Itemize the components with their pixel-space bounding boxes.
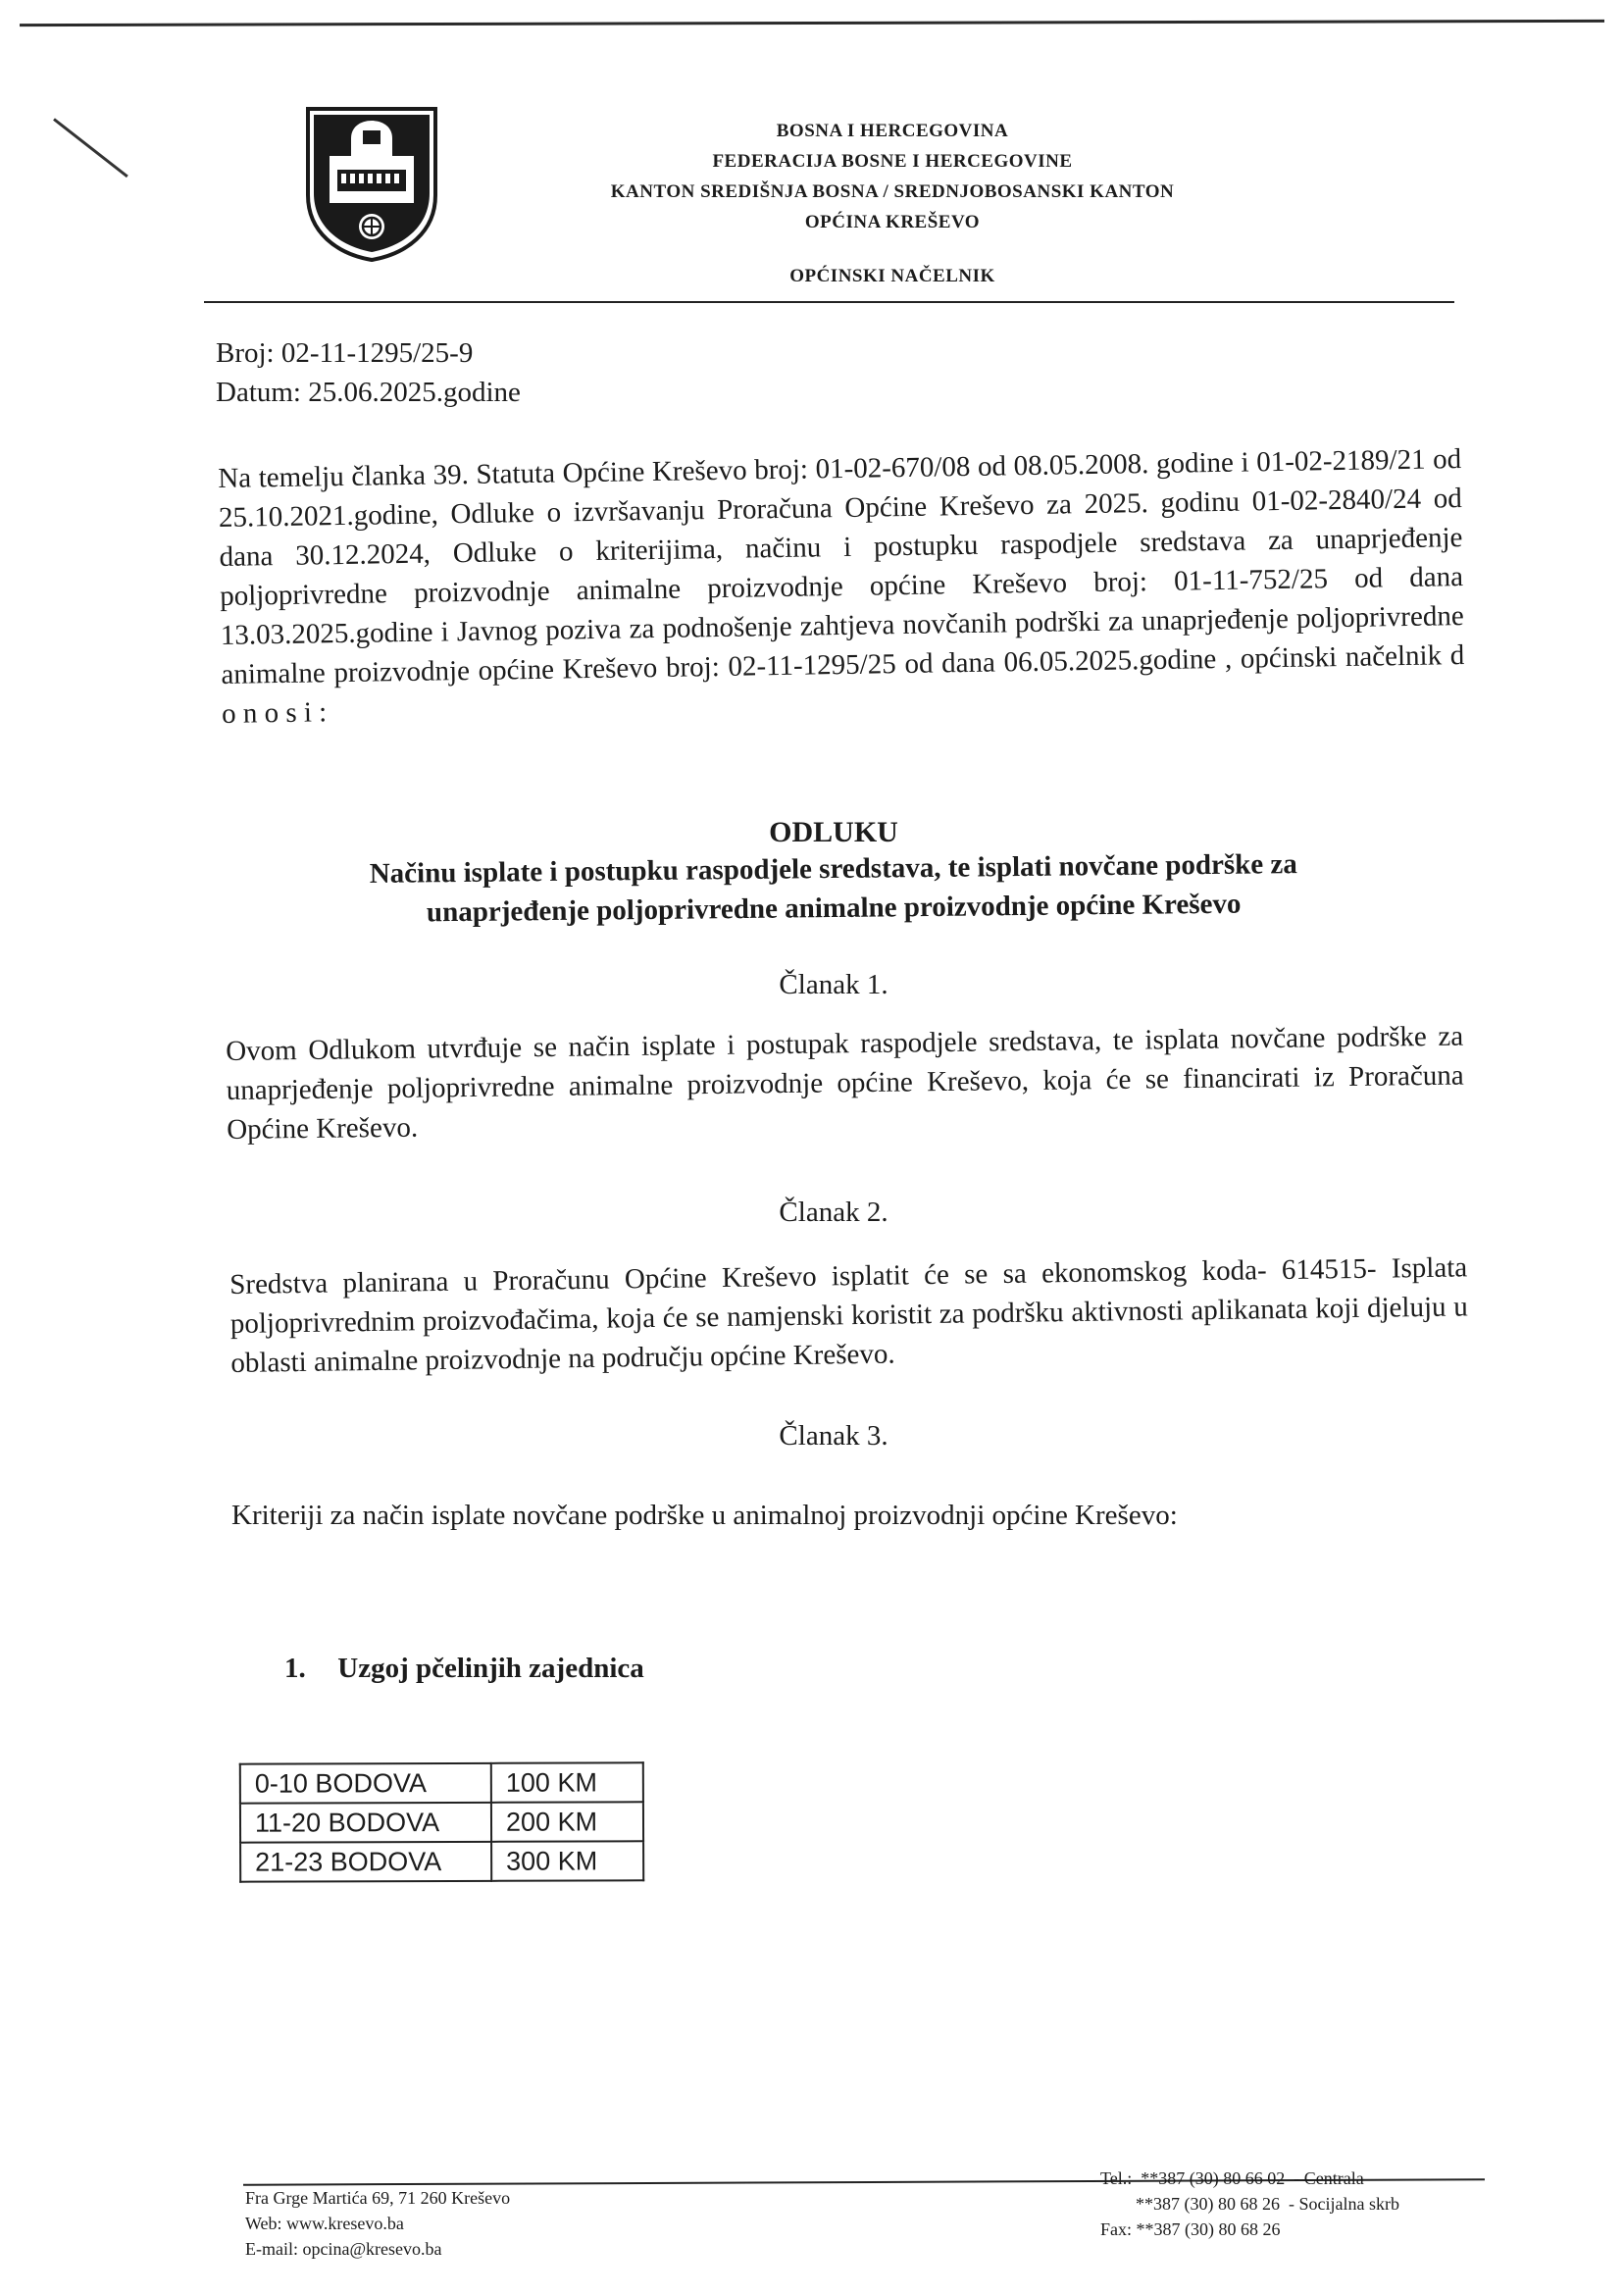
header-office: OPĆINSKI NAČELNIK bbox=[789, 266, 995, 286]
footer-contact-right bbox=[1100, 2166, 1399, 2242]
scan-pen-mark bbox=[53, 118, 128, 178]
reference-number: Broj: 02-11-1295/25-9 bbox=[216, 337, 474, 369]
coat-of-arms-icon bbox=[304, 105, 439, 264]
footer-tel-central: Tel.: **387 (30) 80 66 02 - Centrala bbox=[1100, 2168, 1364, 2188]
table-row bbox=[240, 1762, 643, 1803]
points-range-cell: 11-20 BODOVA bbox=[240, 1803, 491, 1843]
header-line-federation: FEDERACIJA BOSNE I HERCEGOVINE bbox=[712, 151, 1073, 172]
reference-block bbox=[216, 333, 521, 412]
header-spacer bbox=[579, 237, 1206, 261]
footer-fax: Fax: **387 (30) 80 68 26 bbox=[1100, 2219, 1281, 2239]
article-1-text: Ovom Odlukom utvrđuje se način isplate i postupak raspodjele sredstava, te isplata novčane podrške za unaprjeđenje poljoprivredne animalne proizvodnje općine Kreševo, koja će se financirati iz Proračuna Općine Kreševo. bbox=[226, 1020, 1464, 1146]
table-row bbox=[240, 1802, 643, 1842]
footer-web: Web: www.kresevo.ba bbox=[245, 2214, 404, 2233]
article-2-text: Sredstva planirana u Proračunu Općine Kreševo isplatit će se sa ekonomskog koda- 614515- Isplata poljoprivrednim proizvođačima, koja će se namjenski koristit za podršku aktivnosti aplikanata koji djeluju u oblasti animalne proizvodnje na području općine Kreševo. bbox=[229, 1251, 1468, 1379]
header-line-country: BOSNA I HERCEGOVINA bbox=[776, 121, 1009, 141]
footer-tel-social: **387 (30) 80 68 26 - Socijalna skrb bbox=[1100, 2194, 1399, 2214]
points-amount-cell: 300 KM bbox=[491, 1841, 643, 1881]
points-table bbox=[239, 1761, 644, 1882]
document-title: ODLUKU bbox=[769, 816, 898, 848]
points-range-cell: 0-10 BODOVA bbox=[240, 1763, 491, 1804]
header-line-municipality: OPĆINA KREŠEVO bbox=[804, 212, 981, 232]
criteria-list-number: 1. bbox=[284, 1653, 306, 1684]
intro-paragraph: Na temelju članka 39. Statuta Općine Kreševo broj: 01-02-670/08 od 08.05.2008. godine i 01-02-2189/21 od 25.10.2021.godine, Odluke o izvršavanju Proračuna Općine Kreševo za 2025. godinu 01-02-2840/24 od dana 30.12.2024, Odluke o kriterijima, načinu i postupku raspodjele sredstava za unaprjeđenje poljoprivredne proizvodnje animalne proizvodnje općine Kreševo broj: 01-11-752/25 od dana 13.03.2025.godine i Javnog poziva za podnošenje zahtjeva novčanih podrški za unaprjeđenje poljoprivredne animalne proizvodnje općine Kreševo broj: 02-11-1295/25 od dana 06.05.2025.godine , općinski načelnik d o n o s i : bbox=[218, 443, 1465, 730]
document-subtitle-line-2: unaprjeđenje poljoprivredne animalne proizvodnje općine Kreševo bbox=[426, 888, 1242, 929]
document-subtitle bbox=[196, 842, 1472, 935]
footer-address: Fra Grge Martića 69, 71 260 Kreševo bbox=[245, 2188, 511, 2208]
criteria-list-item bbox=[284, 1653, 644, 1685]
article-3-text: Kriteriji za način isplate novčane podrške u animalnoj proizvodnji općine Kreševo: bbox=[231, 1500, 1178, 1531]
points-amount-cell: 200 KM bbox=[491, 1802, 643, 1842]
points-amount-cell: 100 KM bbox=[491, 1762, 643, 1803]
footer-email: E-mail: opcina@kresevo.ba bbox=[245, 2239, 442, 2259]
criteria-list-label: Uzgoj pčelinjih zajednica bbox=[337, 1653, 644, 1684]
points-range-cell: 21-23 BODOVA bbox=[240, 1842, 491, 1882]
article-3-heading: Članak 3. bbox=[779, 1420, 888, 1452]
article-1-heading: Članak 1. bbox=[779, 969, 888, 1000]
header-divider bbox=[204, 301, 1454, 303]
reference-date: Datum: 25.06.2025.godine bbox=[216, 377, 521, 408]
header-line-canton: KANTON SREDIŠNJA BOSNA / SREDNJOBOSANSKI KANTON bbox=[610, 181, 1175, 202]
scan-top-edge-line bbox=[20, 20, 1604, 26]
document-subtitle-line-1: Načinu isplate i postupku raspodjele sredstava, te isplati novčane podrške za bbox=[369, 848, 1297, 890]
table-row bbox=[240, 1841, 643, 1881]
article-2-heading: Članak 2. bbox=[779, 1197, 888, 1228]
header-institution-block bbox=[579, 116, 1206, 291]
footer-contact-left bbox=[245, 2185, 510, 2262]
